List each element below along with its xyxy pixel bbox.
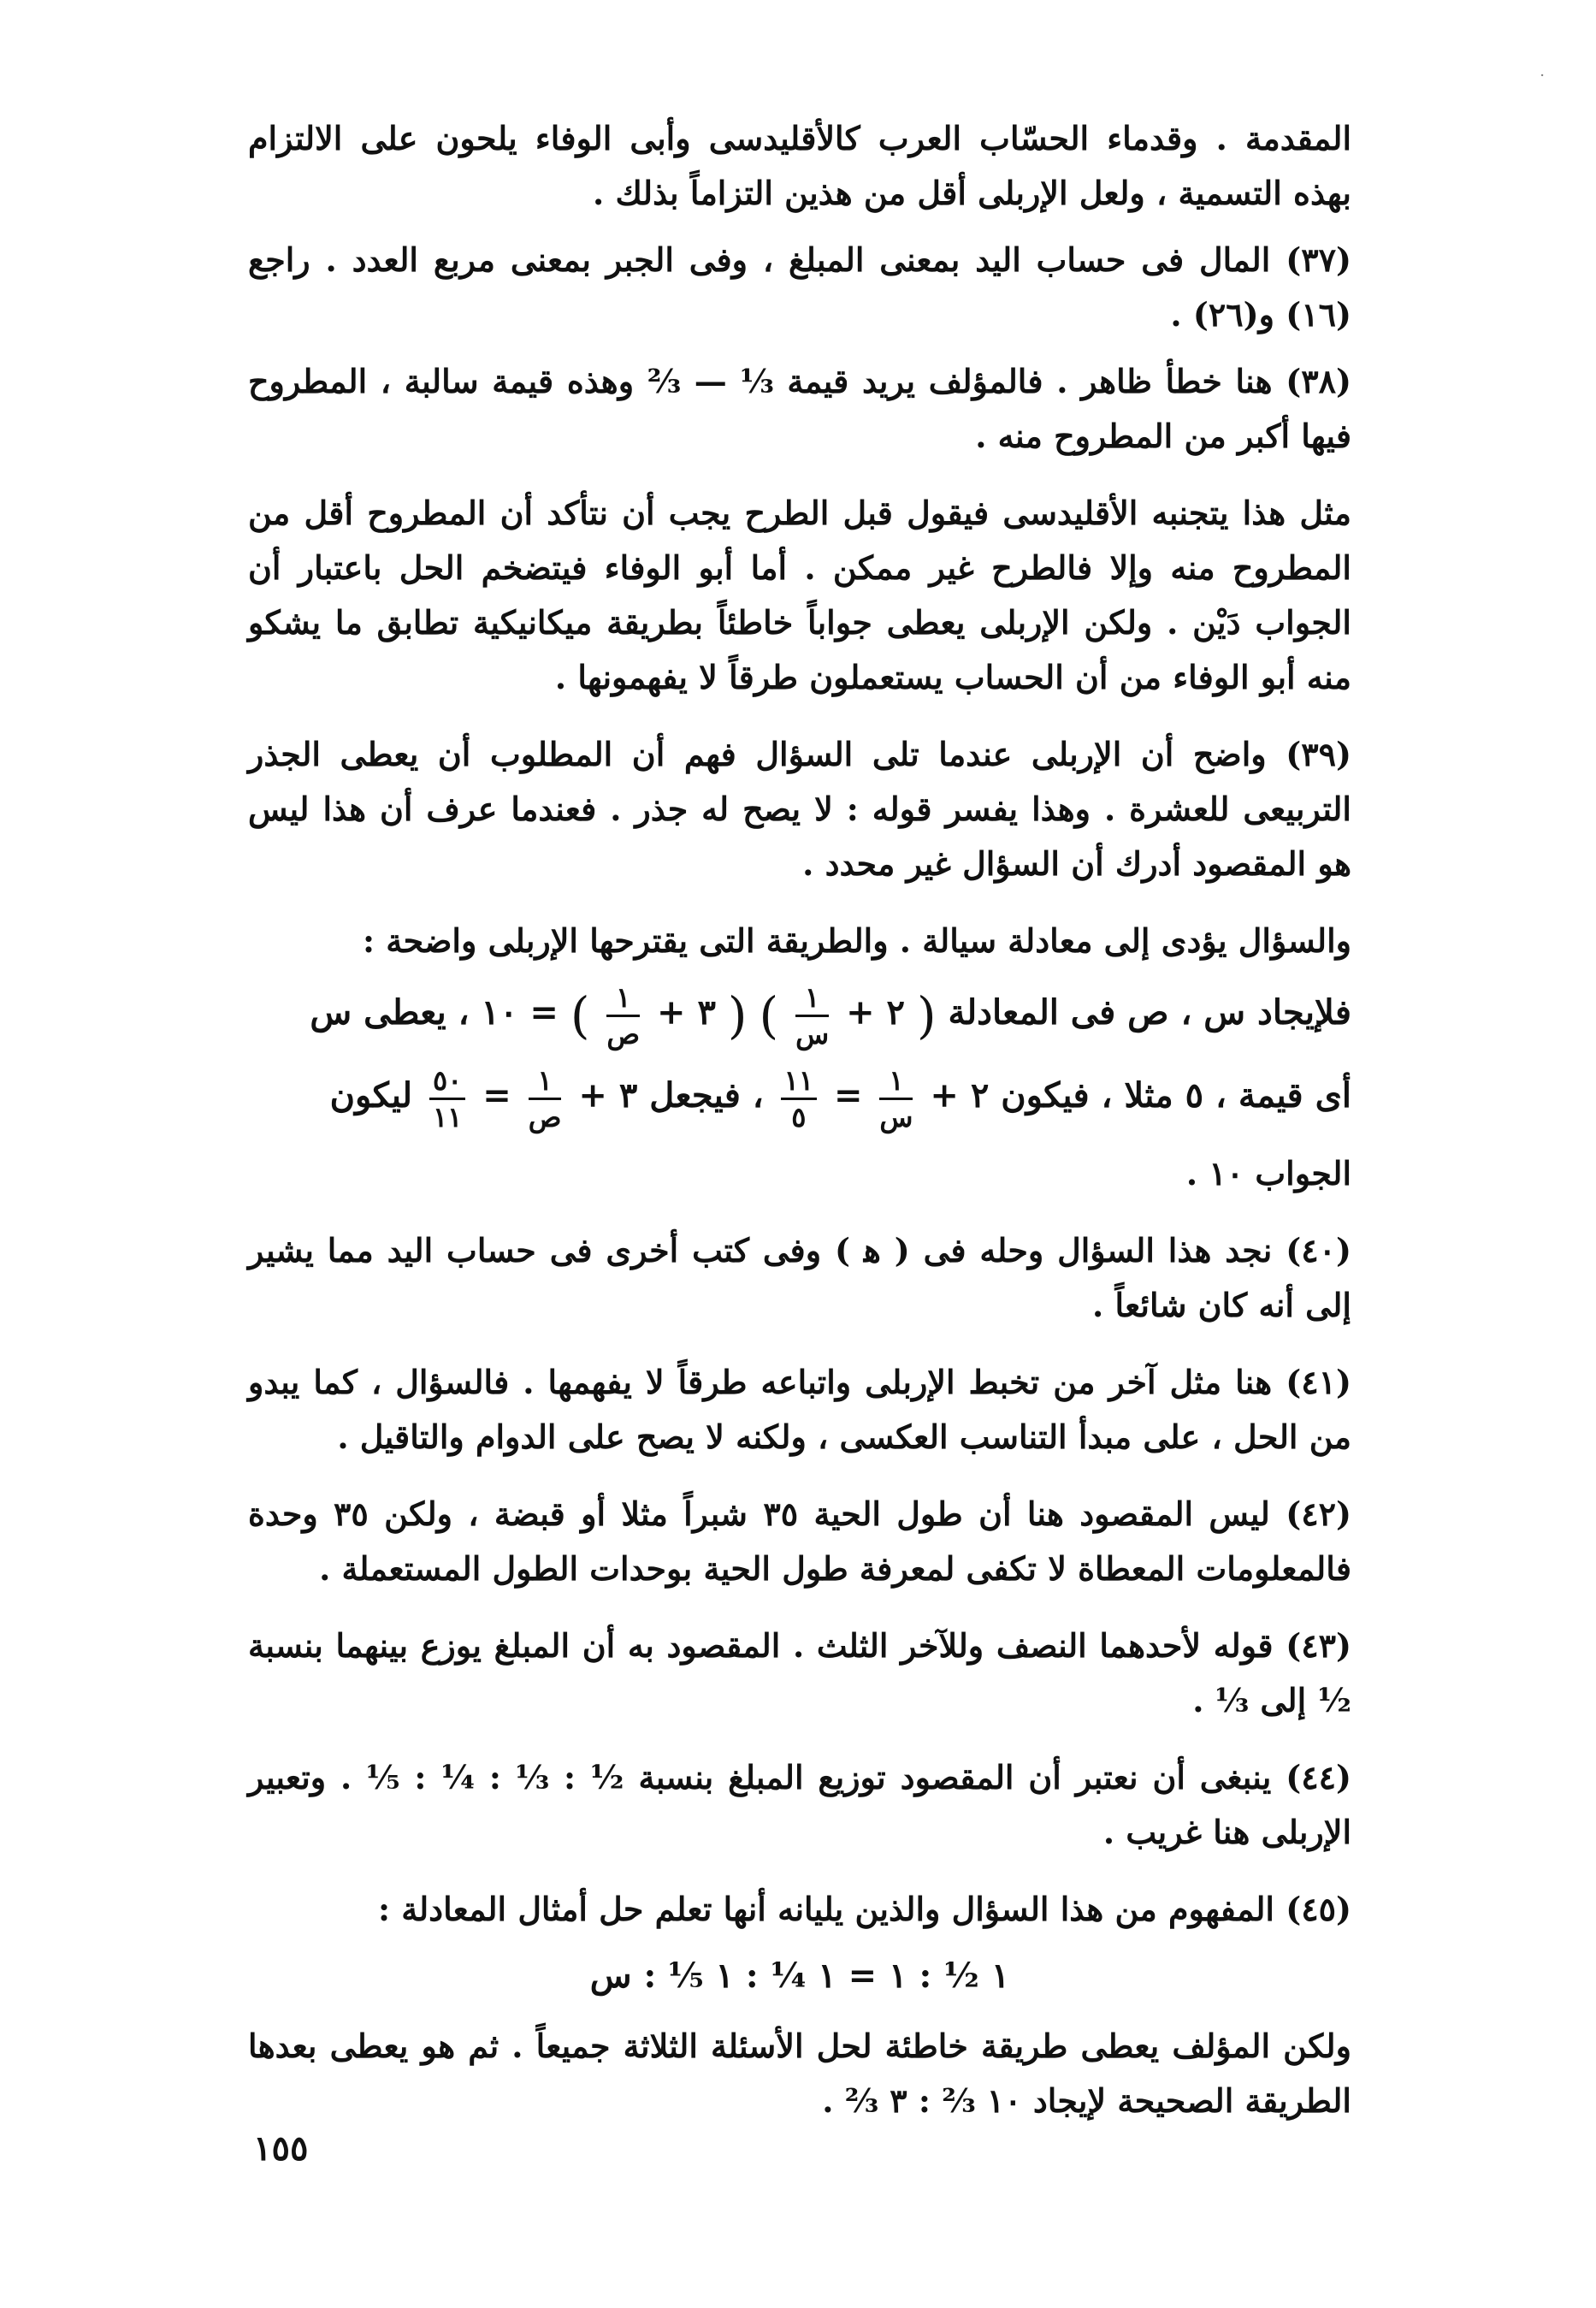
- equation-2-suffix: ليكون: [329, 1075, 413, 1116]
- note-44: (٤٤) ينبغى أن نعتبر أن المقصود توزيع المبلغ بنسبة ½ : ⅓ : ¼ : ⅕ . وتعبير الإربلى هنا غريب .: [248, 1757, 1351, 1851]
- fraction-denominator: ٥: [791, 1100, 807, 1133]
- equation-1-close-paren-b: ): [570, 986, 590, 1045]
- fraction-numerator: ١: [879, 1067, 913, 1100]
- note-45: (٤٥) المفهوم من هذا السؤال والذين يليانه أنها تعلم حل أمثال المعادلة :: [377, 1889, 1351, 1928]
- note-41: (٤١) هنا مثل آخر من تخبط الإربلى واتباعه طرقاً لا يفهمها . فالسؤال ، كما يبدو من الحل ، على مبدأ التناسب العكسى ، ولكنه لا يصح على الدوام والتاقيل .: [248, 1362, 1351, 1456]
- note-42: (٤٢) ليس المقصود هنا أن طول الحية ٣٥ شبراً مثلا أو قبضة ، ولكن ٣٥ وحدة فالمعلومات المعطاة لا تكفى لمعرفة طول الحية بوحدات الطول المستعملة .: [248, 1494, 1351, 1588]
- equation-2: [248, 1063, 1351, 1131]
- equation-3: ١ ½ : ١ = ١ ¼ : ١ ⅕ : س: [589, 1955, 1010, 1996]
- equation-2-equals-a: =: [833, 1075, 863, 1116]
- fraction-denominator: س: [795, 1017, 830, 1050]
- equation-1-term-a: ٢ +: [846, 992, 905, 1033]
- fraction-denominator: ص: [528, 1100, 562, 1133]
- margin-dot: ·: [1540, 67, 1545, 85]
- paragraph-indeterminate-equation: والسؤال يؤدى إلى معادلة سيالة . والطريقة التى يقترحها الإربلى واضحة :: [363, 921, 1351, 960]
- equation-1-open-paren-a: (: [916, 986, 937, 1045]
- equation-2-fraction-a: [879, 1063, 913, 1133]
- note-37: (٣٧) المال فى حساب اليد بمعنى المبلغ ، وفى الجبر بمعنى مربع العدد . راجع (١٦) و(٢٦) .: [248, 240, 1351, 334]
- equation-1-term-b: ٣ +: [657, 992, 716, 1033]
- page-body: [248, 111, 1351, 2151]
- fraction-numerator: ١١: [781, 1067, 817, 1100]
- note-40: (٤٠) نجد هذا السؤال وحله فى ( ﻫ ) وفى كتب أخرى فى حساب اليد مما يشير إلى أنه كان شائعاً .: [248, 1230, 1351, 1324]
- equation-1-fraction-b: [606, 980, 641, 1050]
- equation-2-fraction-c: [781, 1063, 817, 1133]
- equation-2-middle: ، فيجعل ٣ +: [578, 1075, 764, 1116]
- equation-1: [248, 980, 1351, 1048]
- equation-2-term-a: ٢ +: [930, 1075, 990, 1116]
- equation-1-open-paren-b: (: [727, 986, 748, 1045]
- note-38: (٣٨) هنا خطأ ظاهر . فالمؤلف يريد قيمة ⅓ — ⅔ وهذه قيمة سالبة ، المطروح فيها أكبر من المطروح منه .: [248, 362, 1351, 455]
- fraction-denominator: ص: [606, 1017, 641, 1050]
- note-39: (٣٩) واضح أن الإربلى عندما تلى السؤال فهم أن المطلوب أن يعطى الجذر التربيعى للعشرة . وهذا يفسر قوله : لا يصح له جذر . فعندما عرف أن هذا ليس هو المقصود أدرك أن السؤال غير محدد .: [248, 735, 1351, 883]
- equation-2-prefix: أى قيمة ، ٥ مثلا ، فيكون: [1001, 1075, 1351, 1116]
- equation-2-answer: الجواب ١٠ .: [1185, 1153, 1351, 1192]
- equation-2-fraction-d: [429, 1063, 465, 1133]
- equation-1-fraction-a: [795, 980, 830, 1050]
- equation-2-fraction-b: [528, 1063, 562, 1133]
- paragraph-closing: ولكن المؤلف يعطى طريقة خاطئة لحل الأسئلة الثلاثة جميعاً . ثم هو يعطى بعدها الطريقة الصحيحة لإيجاد ١٠ ⅔ : ٣ ⅔ .: [248, 2026, 1351, 2120]
- fraction-numerator: ١: [529, 1067, 562, 1100]
- fraction-denominator: س: [879, 1100, 913, 1133]
- equation-1-suffix: = ١٠ ، يعطى س: [310, 992, 559, 1033]
- paragraph-subtraction: مثل هذا يتجنبه الأقليدسى فيقول قبل الطرح يجب أن نتأكد أن المطروح أقل من المطروح منه وإلا فالطرح غير ممكن . أما أبو الوفاء فيتضخم الحل باعتبار أن الجواب دَيْن . ولكن الإربلى يعطى جواباً خاطئاً بطريقة ميكانيكية تطابق ما يشكو منه أبو الوفاء من أن الحساب يستعملون طرقاً لا يفهمونها .: [248, 494, 1351, 696]
- equation-2-equals-b: =: [482, 1075, 511, 1116]
- fraction-denominator: ١١: [432, 1100, 463, 1133]
- fraction-numerator: ١: [795, 984, 829, 1017]
- page-number: ١٥٥: [253, 2128, 309, 2169]
- fraction-numerator: ٥٠: [429, 1067, 465, 1100]
- note-43: (٤٣) قوله لأحدهما النصف وللآخر الثلث . المقصود به أن المبلغ يوزع بينهما بنسبة ½ إلى ⅓ .: [248, 1625, 1351, 1719]
- equation-1-close-paren-a: ): [759, 986, 779, 1045]
- equation-1-prefix: فلإيجاد س ، ص فى المعادلة: [948, 992, 1351, 1033]
- fraction-numerator: ١: [606, 984, 640, 1017]
- paragraph-intro-continuation: المقدمة . وقدماء الحسّاب العرب كالأقليدسى وأبى الوفاء يلحون على الالتزام بهذه التسمية ، ولعل الإربلى أقل من هذين التزاماً بذلك .: [248, 119, 1351, 212]
